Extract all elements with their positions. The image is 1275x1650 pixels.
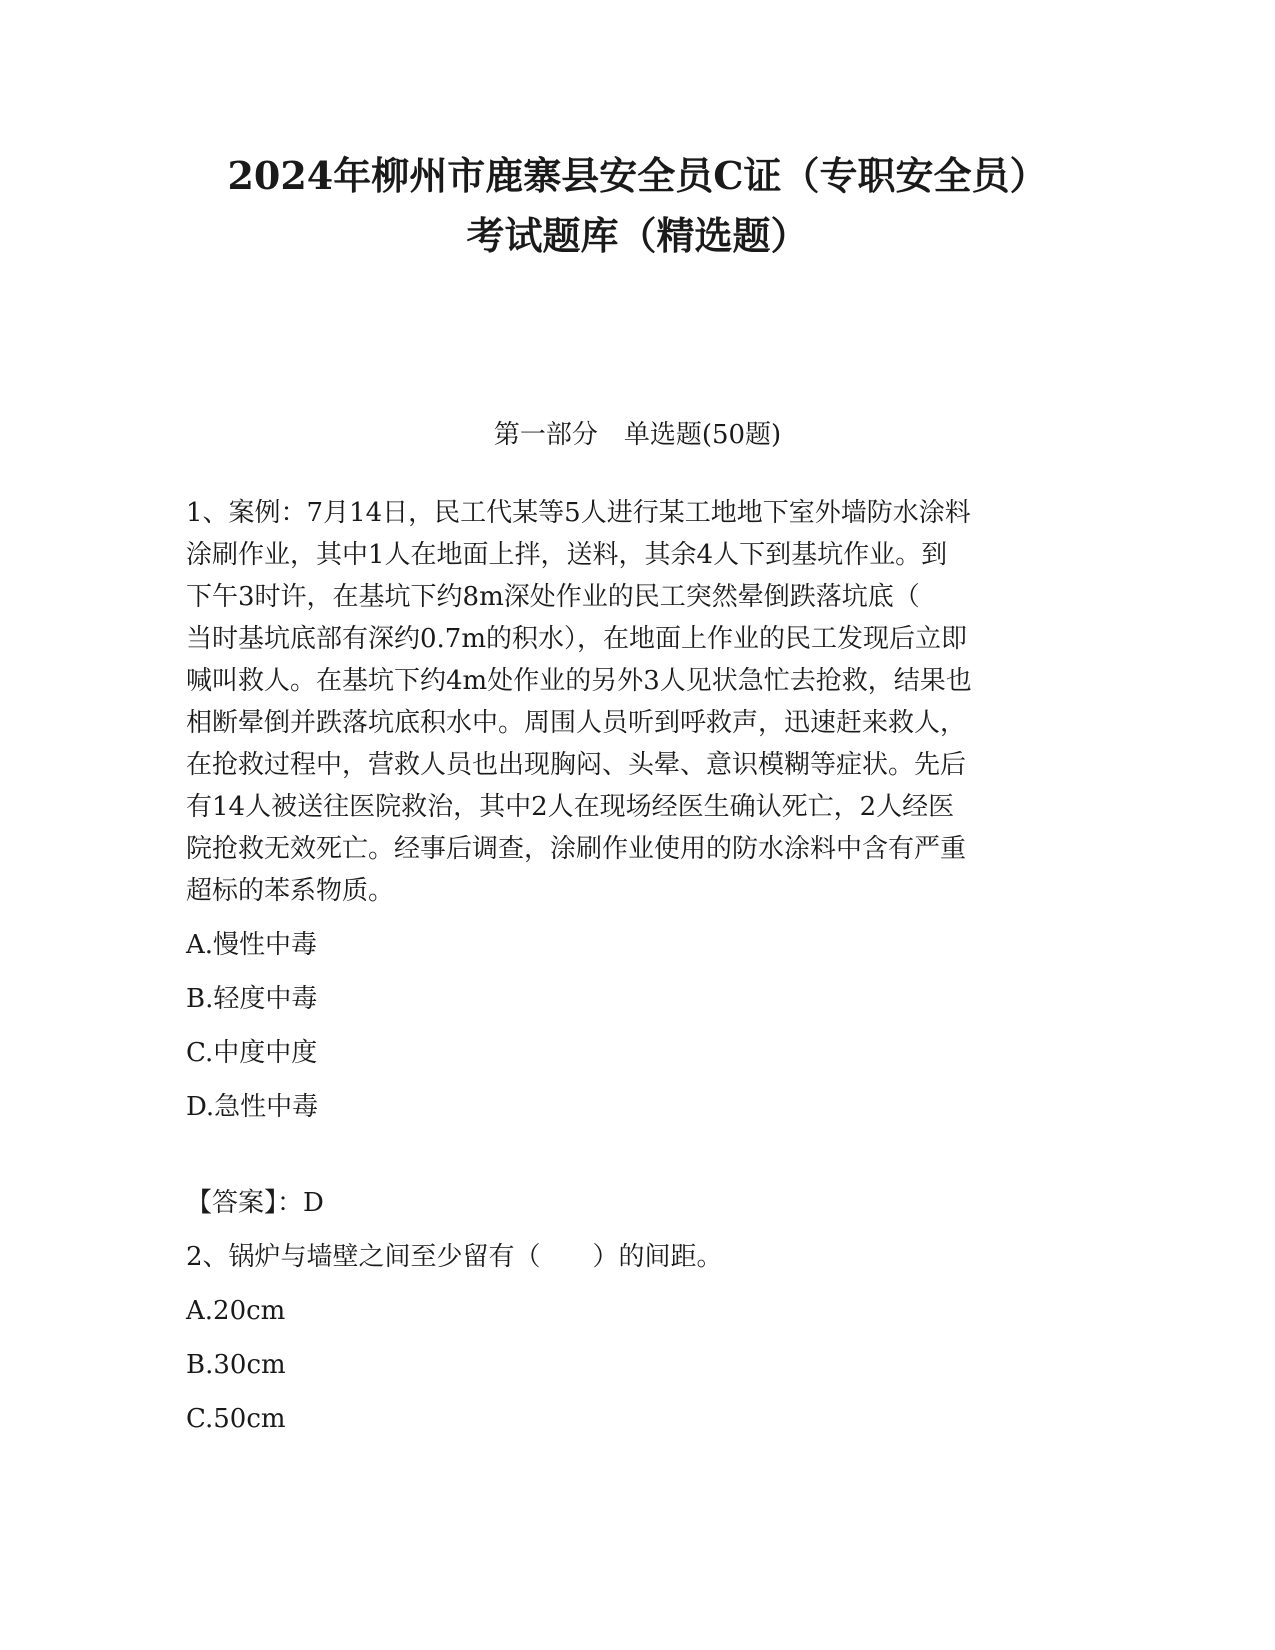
question-1-line: 超标的苯系物质。 [186, 876, 395, 906]
question-1-line: 有14人被送往医院救治，其中2人在现场经医生确认死亡，2人经医 [186, 792, 955, 822]
question-1-line: 院抢救无效死亡。经事后调查，涂刷作业使用的防水涂料中含有严重 [186, 834, 967, 864]
question-1-option-d: D.急性中毒 [186, 1092, 319, 1122]
question-2-option-a: A.20cm [186, 1296, 286, 1326]
question-1-line: 喊叫救人。在基坑下约4m处作业的另外3人见状急忙去抢救，结果也 [186, 666, 972, 696]
question-1-line: 涂刷作业，其中1人在地面上拌，送料，其余4人下到基坑作业。到 [186, 540, 948, 570]
document-title-line-2: 考试题库（精选题） [466, 213, 809, 258]
question-1-option-a: A.慢性中毒 [186, 930, 318, 960]
question-1-line: 下午3时许，在基坑下约8m深处作业的民工突然晕倒跌落坑底（ [186, 582, 920, 612]
question-1-line: 1、案例：7月14日，民工代某等5人进行某工地地下室外墙防水涂料 [186, 498, 971, 528]
question-2-option-b: B.30cm [186, 1350, 286, 1380]
question-1-answer: 【答案】：D [186, 1188, 324, 1218]
question-1-line: 当时基坑底部有深约0.7m的积水），在地面上作业的民工发现后立即 [186, 624, 968, 654]
question-1-line: 相断晕倒并跌落坑底积水中。周围人员听到呼救声，迅速赶来救人， [186, 708, 967, 738]
document-title-line-1: 2024年柳州市鹿寨县安全员C证（专职安全员） [227, 153, 1048, 198]
question-1-option-b: B.轻度中毒 [186, 984, 318, 1014]
question-2-option-c: C.50cm [186, 1404, 286, 1434]
question-1-line: 在抢救过程中，营救人员也出现胸闷、头晕、意识模糊等症状。先后 [186, 750, 967, 780]
question-1-option-c: C.中度中度 [186, 1038, 318, 1068]
section-heading: 第一部分 单选题(50题) [493, 420, 782, 450]
question-2-stem: 2、锅炉与墙壁之间至少留有（ ）的间距。 [186, 1242, 723, 1272]
